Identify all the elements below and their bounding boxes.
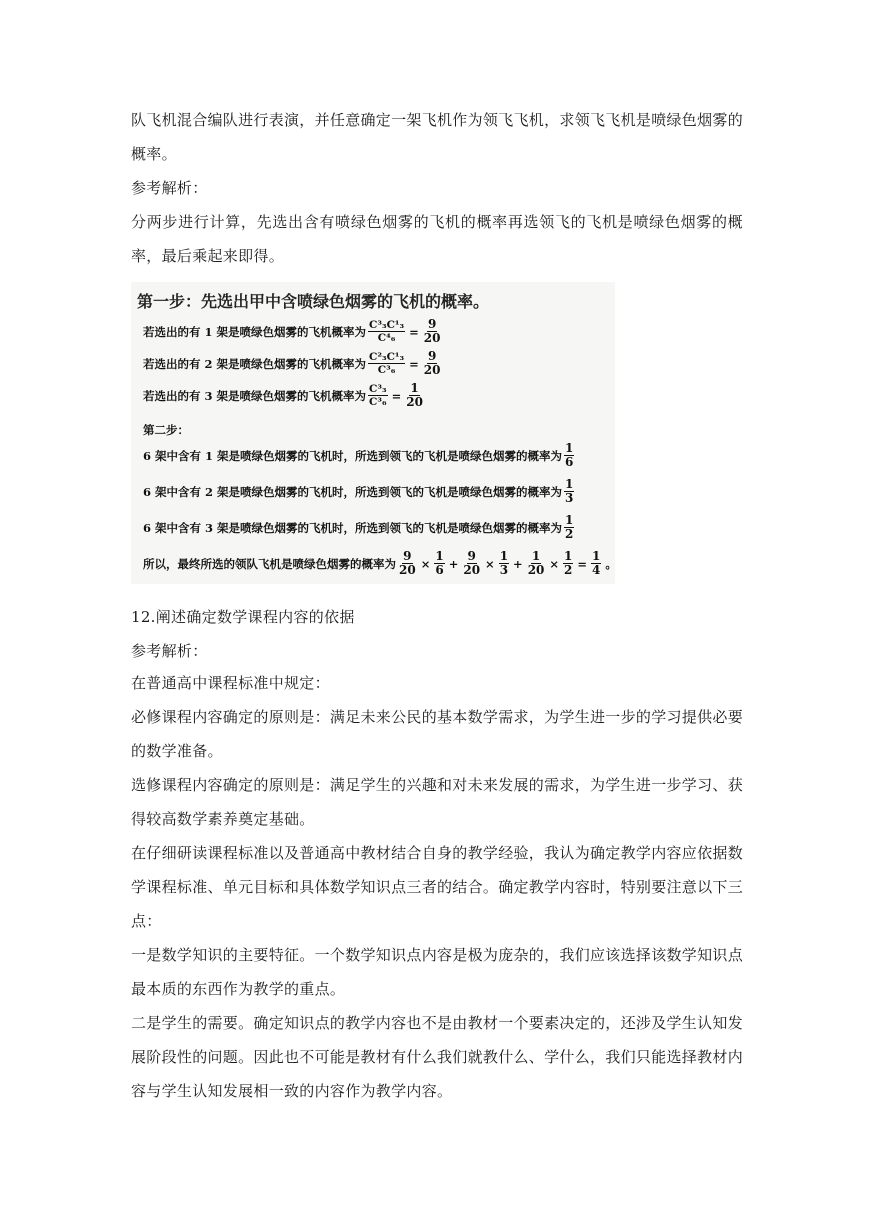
paragraph-required-course: 必修课程内容确定的原则是：满足未来公民的基本数学需求，为学生进一步的学习提供必要的数学准备。: [131, 708, 744, 760]
step2-line-1: 6 架中含有 1 架是喷绿色烟雾的飞机时，所选到领飞的飞机是喷绿色烟雾的概率为 $\frac{1}{6}$: [143, 441, 574, 469]
step1-heading: 第一步：先选出甲中含喷绿色烟雾的飞机的概率。: [137, 292, 490, 311]
paragraph-solution-intro: 分两步进行计算，先选出含有喷绿色烟雾的飞机的概率再选领飞的飞机是喷绿色烟雾的概率，最后乘起来即得。: [131, 213, 743, 265]
step2-line-3: 6 架中含有 3 架是喷绿色烟雾的飞机时，所选到领飞的飞机是喷绿色烟雾的概率为 $\frac{1}{2}$: [143, 513, 574, 541]
scanned-solution-image: [131, 282, 615, 584]
step2-heading: 第二步：: [143, 423, 189, 437]
step2-line-2: 6 架中含有 2 架是喷绿色烟雾的飞机时，所选到领飞的飞机是喷绿色烟雾的概率为 $\frac{1}{3}$: [143, 477, 574, 505]
paragraph-problem-continuation: 队飞机混合编队进行表演，并任意确定一架飞机作为领飞飞机，求领飞飞机是喷绿色烟雾的概率。: [131, 111, 744, 163]
paragraph-point-two: 二是学生的需要。确定知识点的教学内容也不是由教材一个要素决定的，还涉及学生认知发展阶段性的问题。因此也不可能是教材有什么我们就教什么、学什么，我们只能选择教材内容与学生认知发展相一致的内容作为教学内容。: [131, 1014, 744, 1100]
step1-line-3: 若选出的有 3 架是喷绿色烟雾的飞机概率为 $\frac{\text{C³₃}}{\text{C³₆}}$ = $\frac{1}{20}$: [143, 381, 423, 409]
paragraph-standard-intro: 在普通高中课程标准中规定：: [131, 674, 330, 692]
final-probability-line: 所以，最终所选的领队飞机是喷绿色烟雾的概率为 $\frac{9}{20}$ × $\frac{1}{6}$ + $\frac{9}{20}$ × $\frac{1}{3}$ + $\frac{1}{20}$ × $\frac{1}{2}$ = $\frac{1}{4}$ 。: [143, 549, 617, 577]
question-12-title: 12.阐述确定数学课程内容的依据: [131, 608, 355, 626]
step1-line-2: 若选出的有 2 架是喷绿色烟雾的飞机概率为 $\frac{\text{C²₃C¹₃}}{\text{C³₆}}$ = $\frac{9}{20}$: [143, 349, 441, 377]
paragraph-point-one: 一是数学知识的主要特征。一个数学知识点内容是极为庞杂的，我们应该选择该数学知识点最本质的东西作为教学的重点。: [131, 946, 744, 998]
step1-line-1: 若选出的有 1 架是喷绿色烟雾的飞机概率为 $\frac{\text{C³₃C¹₃}}{\text{C⁴₆}}$ = $\frac{9}{20}$: [143, 317, 441, 345]
paragraph-answer-label-2: 参考解析：: [131, 642, 208, 660]
paragraph-teaching-content: 在仔细研读课程标准以及普通高中教材结合自身的教学经验，我认为确定教学内容应依据数学课程标准、单元目标和具体数学知识点三者的结合。确定教学内容时，特别要注意以下三点：: [131, 844, 744, 930]
paragraph-answer-label-1: 参考解析：: [131, 179, 208, 197]
paragraph-elective-course: 选修课程内容确定的原则是：满足学生的兴趣和对未来发展的需求，为学生进一步学习、获得较高数学素养奠定基础。: [131, 776, 744, 828]
